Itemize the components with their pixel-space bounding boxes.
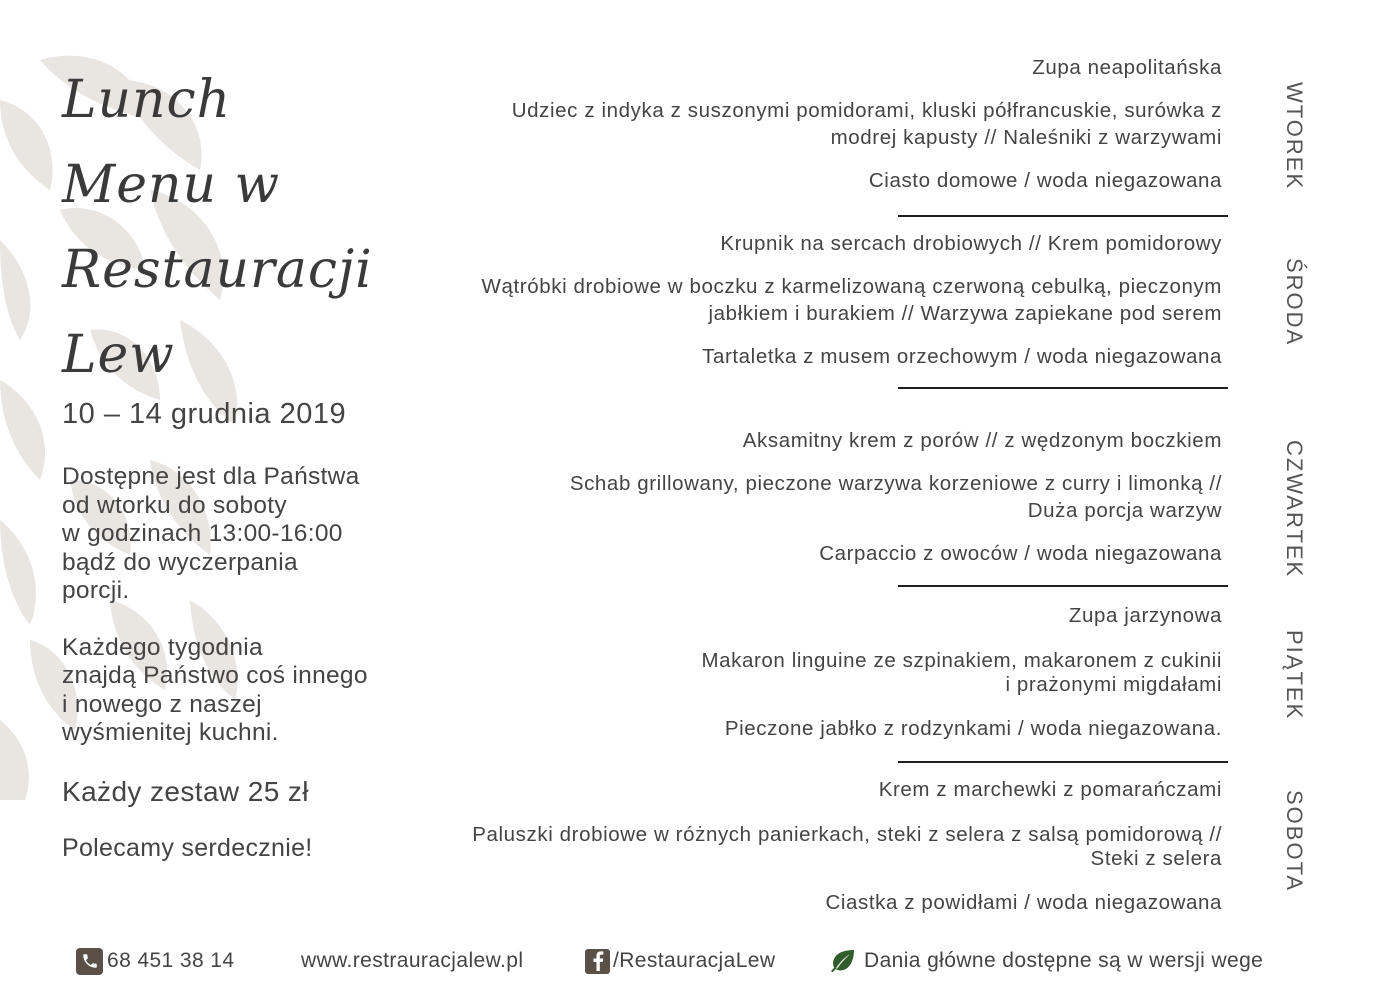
weekly-paragraph	[62, 634, 402, 748]
menu-title-line: Lunch	[62, 70, 232, 130]
menu-title-line: Restauracji	[62, 240, 373, 300]
dish-line: Ciastka z powidłami / woda niegazowana	[825, 891, 1222, 914]
dish-line: Wątróbki drobiowe w boczku z karmelizowaną czerwoną cebulką, pieczonym	[481, 275, 1222, 298]
soup-dish	[422, 602, 1222, 629]
day-divider	[898, 387, 1228, 389]
day-divider	[898, 761, 1228, 763]
dish-line: Zupa jarzynowa	[1068, 604, 1222, 627]
dish-line: Schab grillowany, pieczone warzywa korzeniowe z curry i limonką //	[569, 472, 1222, 495]
dish-line: Steki z selera	[1090, 847, 1222, 870]
day-menu-wednesday	[422, 230, 1222, 370]
text-line: w godzinach 13:00-16:00	[62, 520, 343, 547]
dish-line: modrej kapusty // Naleśniki z warzywami	[830, 126, 1222, 149]
dish-line: Paluszki drobiowe w różnych panierkach, steki z selera z salsą pomidorową //	[472, 823, 1222, 846]
day-label-saturday: SOBOTA	[1282, 790, 1307, 893]
vege-text: Dania główne dostępne są w wersji wege	[864, 949, 1264, 972]
dish-line: Zupa neapolitańska	[1032, 56, 1222, 79]
text-line: Dostępne jest dla Państwa	[62, 463, 360, 490]
day-label-wednesday: ŚRODA	[1282, 258, 1307, 347]
intro-column	[62, 58, 402, 863]
day-divider	[898, 215, 1228, 217]
facebook-icon	[585, 949, 610, 974]
dessert-dish	[422, 343, 1222, 370]
soup-dish	[422, 54, 1222, 81]
menu-title-line: Menu w	[62, 155, 281, 215]
footer-vege-note	[830, 945, 1263, 977]
text-line: od wtorku do soboty	[62, 491, 287, 519]
facebook-handle: /RestauracjaLew	[613, 949, 776, 972]
date-range: 10 – 14 grudnia 2019	[62, 398, 347, 430]
dish-line: Krem z marchewki z pomarańczami	[878, 778, 1222, 801]
dish-line: Ciasto domowe / woda niegazowana	[868, 169, 1222, 192]
dessert-dish	[422, 889, 1222, 916]
text-line: porcji.	[62, 577, 130, 604]
text-line: wyśmienitej kuchni.	[62, 719, 279, 746]
phone-icon	[76, 948, 103, 975]
main-dish	[422, 649, 1222, 697]
day-divider	[898, 585, 1228, 587]
text-line: bądź do wyczerpania	[62, 548, 298, 576]
text-line: Każdego tygodnia	[62, 633, 263, 661]
website-url: www.restrauracjalew.pl	[301, 949, 524, 972]
footer-facebook-link[interactable]	[585, 945, 775, 977]
dish-line: jabłkiem i burakiem // Warzywa zapiekane pod serem	[708, 302, 1222, 325]
set-price: Każdy zestaw 25 zł	[62, 775, 309, 807]
dish-line: Duża porcja warzyw	[1027, 499, 1222, 522]
dish-line: Tartaletka z musem orzechowym / woda niegazowana	[702, 345, 1222, 368]
day-label-thursday: CZWARTEK	[1282, 440, 1307, 579]
dish-line: i prażonymi migdałami	[1005, 673, 1222, 696]
text-line: znajdą Państwo coś innego	[62, 662, 368, 689]
dish-line: Aksamitny krem z porów // z wędzonym boczkiem	[742, 429, 1222, 452]
day-menu-saturday	[422, 776, 1222, 916]
main-dish	[422, 97, 1222, 151]
day-label-tuesday: WTOREK	[1282, 82, 1307, 191]
soup-dish	[422, 427, 1222, 454]
dish-line: Udziec z indyka z suszonymi pomidorami, kluski półfrancuskie, surówka z	[511, 99, 1222, 122]
dish-line: Krupnik na sercach drobiowych // Krem pomidorowy	[720, 232, 1222, 255]
day-menu-thursday	[422, 427, 1222, 567]
dessert-dish	[422, 167, 1222, 194]
day-label-friday: PIĄTEK	[1282, 630, 1307, 721]
phone-number: 68 451 38 14	[107, 949, 235, 972]
footer-website-link[interactable]	[301, 945, 523, 977]
availability-paragraph	[62, 463, 402, 606]
soup-dish	[422, 776, 1222, 803]
day-menu-tuesday	[422, 54, 1222, 194]
menu-title-line: Lew	[62, 325, 175, 385]
dessert-dish	[422, 715, 1222, 742]
soup-dish	[422, 230, 1222, 257]
dish-line: Makaron linguine ze szpinakiem, makaronem z cukinii	[701, 649, 1222, 672]
leaf-icon	[830, 949, 856, 973]
recommendation-text: Polecamy serdecznie!	[62, 833, 313, 862]
main-dish	[422, 273, 1222, 327]
dish-line: Pieczone jabłko z rodzynkami / woda niegazowana.	[724, 717, 1222, 740]
dessert-dish	[422, 540, 1222, 567]
main-dish	[422, 823, 1222, 871]
text-line: i nowego z naszej	[62, 690, 262, 718]
footer-phone[interactable]	[76, 945, 234, 977]
main-dish	[422, 470, 1222, 524]
dish-line: Carpaccio z owoców / woda niegazowana	[819, 542, 1222, 565]
day-menu-friday	[422, 602, 1222, 742]
